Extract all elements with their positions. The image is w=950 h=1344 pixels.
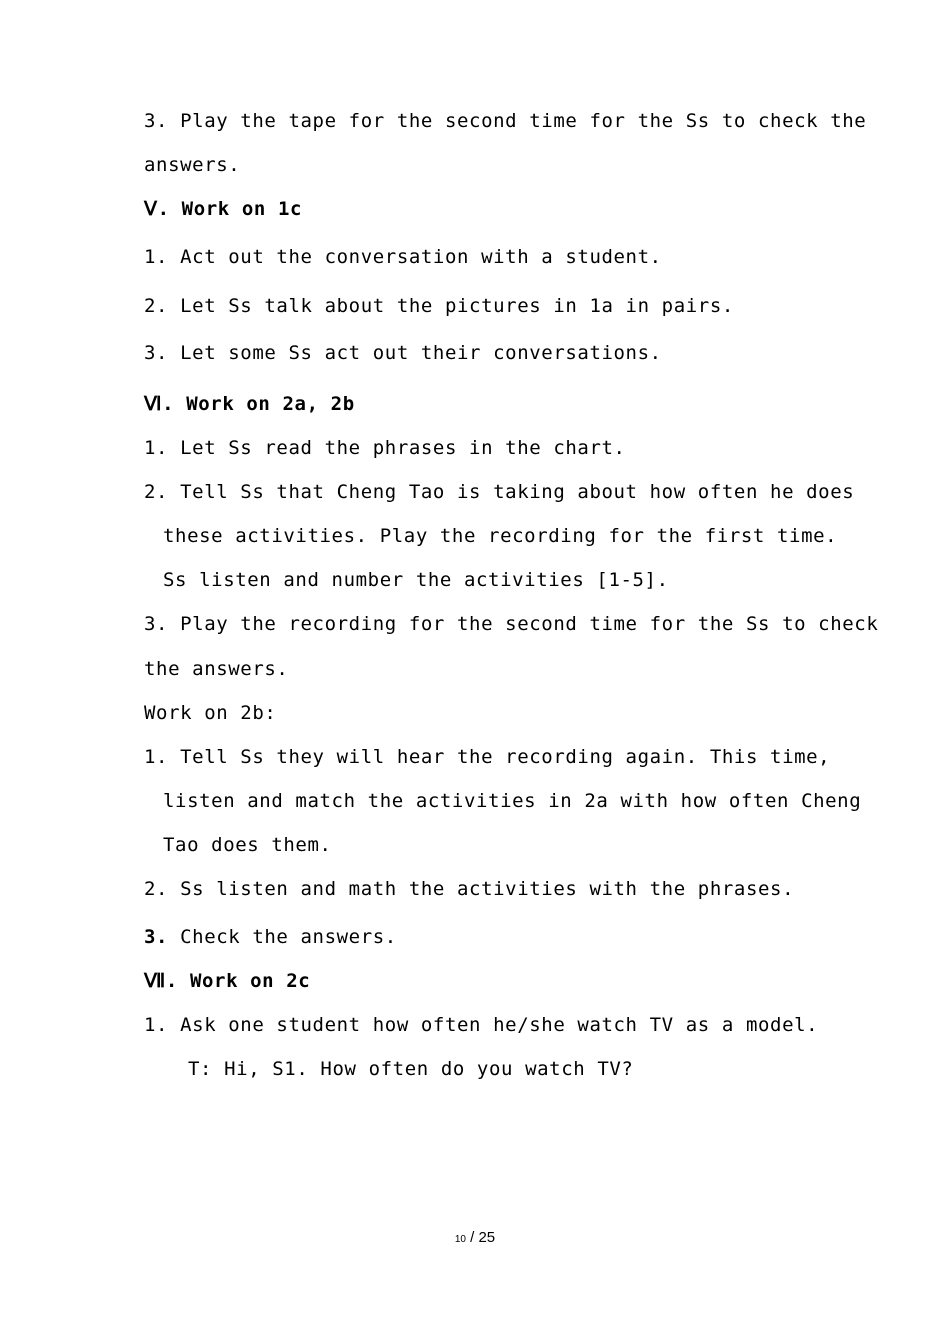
list-text: Check the answers. — [180, 926, 397, 948]
text-line-check-answers — [144, 925, 397, 949]
text-line: 2. Tell Ss that Cheng Tao is taking about how often he does — [144, 481, 855, 503]
page-footer — [0, 1229, 950, 1246]
text-line: 1. Act out the conversation with a student. — [144, 246, 662, 268]
text-line-dialogue: T: Hi, S1. How often do you watch TV? — [188, 1058, 634, 1080]
text-line: 2. Ss listen and math the activities with the phrases. — [144, 878, 795, 900]
page-separator: / — [465, 1229, 479, 1246]
text-line: 3. Let some Ss act out their conversations. — [144, 342, 662, 364]
text-line: 1. Ask one student how often he/she watch TV as a model. — [144, 1014, 819, 1036]
text-line: 1. Let Ss read the phrases in the chart. — [144, 437, 626, 459]
current-page-number: 10 — [454, 1234, 466, 1245]
text-line: 1. Tell Ss they will hear the recording again. This time, — [144, 746, 831, 768]
total-pages: 25 — [478, 1229, 496, 1246]
section-heading-vi: Ⅵ. Work on 2a, 2b — [144, 393, 355, 415]
section-heading-v: Ⅴ. Work on 1c — [144, 198, 303, 220]
text-line: these activities. Play the recording for the first time. — [163, 525, 838, 547]
text-line: the answers. — [144, 658, 289, 680]
text-line: Tao does them. — [163, 834, 332, 856]
text-line: 3. Play the tape for the second time for the Ss to check the — [144, 110, 867, 132]
text-line: listen and match the activities in 2a with how often Cheng — [163, 790, 862, 812]
list-number: 3. — [144, 926, 169, 948]
text-line: answers. — [144, 154, 241, 176]
section-heading-vii: Ⅶ. Work on 2c — [144, 970, 311, 992]
text-line: Ss listen and number the activities [1-5]. — [163, 569, 669, 591]
text-line: 2. Let Ss talk about the pictures in 1a in pairs. — [144, 295, 734, 317]
text-line: 3. Play the recording for the second time for the Ss to check — [144, 613, 879, 635]
subheading-work-on-2b: Work on 2b: — [144, 702, 277, 724]
